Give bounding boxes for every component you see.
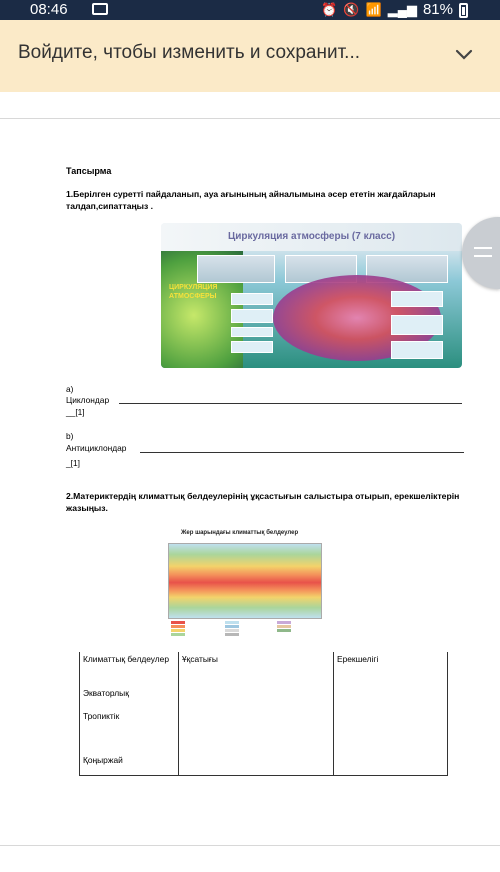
image-notification-icon (92, 3, 108, 15)
status-time: 08:46 (30, 1, 68, 18)
page-divider (0, 845, 500, 846)
map-legend (225, 620, 275, 640)
image1-header: Циркуляция атмосферы (7 класс) (161, 223, 462, 251)
table-header-cell: Климаттық белдеулер (80, 652, 179, 686)
table-row (80, 686, 448, 709)
climate-zones-image (165, 530, 325, 642)
image1-green-label-1: ЦИРКУЛЯЦИЯ (169, 284, 218, 291)
table-cell-feature[interactable] (334, 709, 448, 753)
question-2: 2.Материктердің климаттық белдеулерінің ұқсастығын салыстыра отырып, ерекшеліктерін жазыңыз. (66, 491, 460, 513)
mute-icon: 🔇 (343, 2, 360, 17)
answer-b-label: Антициклондар (66, 443, 127, 453)
answer-a-mark: __[1] (66, 407, 85, 417)
table-cell-zone: Тропиктік (80, 709, 179, 753)
answer-b-line[interactable] (140, 452, 464, 453)
question-1: 1.Берілген суретті пайдаланып, ауа ағынының айналымына әсер ететін жағдайларын талдап,сипаттаңыз . (66, 189, 436, 211)
answer-a-line[interactable] (119, 403, 462, 404)
image1-green-label-2: АТМОСФЕРЫ (169, 293, 217, 300)
answer-b-letter: b) (66, 431, 74, 441)
battery-icon (459, 3, 468, 18)
table-cell-similarity[interactable] (179, 686, 334, 709)
image1-box (391, 291, 443, 307)
atmosphere-circulation-image (161, 223, 462, 368)
image1-box (231, 293, 273, 305)
image1-box (231, 341, 273, 353)
wifi-icon: 📶 (365, 2, 382, 17)
table-header-cell: Ұқсатығы (179, 652, 334, 686)
chevron-down-icon[interactable] (452, 42, 476, 66)
answer-a-label: Циклондар (66, 395, 110, 405)
table-cell-similarity[interactable] (179, 709, 334, 753)
table-row (80, 753, 448, 775)
table-cell-similarity[interactable] (179, 753, 334, 775)
battery-percent: 81% (422, 1, 453, 18)
table-row (80, 709, 448, 753)
image1-pressure-panel (197, 255, 275, 283)
image1-box (391, 341, 443, 359)
table-cell-zone: Экваторлық (80, 686, 179, 709)
sign-in-banner[interactable] (0, 20, 500, 92)
image2-caption: Жер шарындағы климаттық белдеулер (181, 530, 299, 536)
map-legend (277, 620, 327, 640)
scroll-handle[interactable] (462, 217, 500, 289)
table-cell-zone: Қоңыржай (80, 753, 179, 775)
answer-b-mark: _[1] (66, 458, 80, 468)
climate-zones-table (79, 652, 448, 776)
table-cell-feature[interactable] (334, 686, 448, 709)
table-cell-feature[interactable] (334, 753, 448, 775)
status-icons (321, 0, 468, 20)
alarm-icon: ⏰ (321, 2, 338, 17)
page-divider (0, 118, 500, 119)
status-bar (0, 0, 500, 20)
answer-a-letter: а) (66, 384, 74, 394)
map-legend (171, 620, 221, 640)
signal-icon: ▂▄▆ (387, 2, 417, 17)
image1-box (231, 309, 273, 323)
banner-text: Войдите, чтобы изменить и сохранит... (18, 42, 361, 63)
climate-map (168, 543, 322, 619)
table-header-row (80, 652, 448, 686)
image1-box (391, 315, 443, 335)
task-title: Тапсырма (66, 166, 112, 176)
table-header-cell: Ерекшелігі (334, 652, 448, 686)
image1-box (231, 327, 273, 337)
